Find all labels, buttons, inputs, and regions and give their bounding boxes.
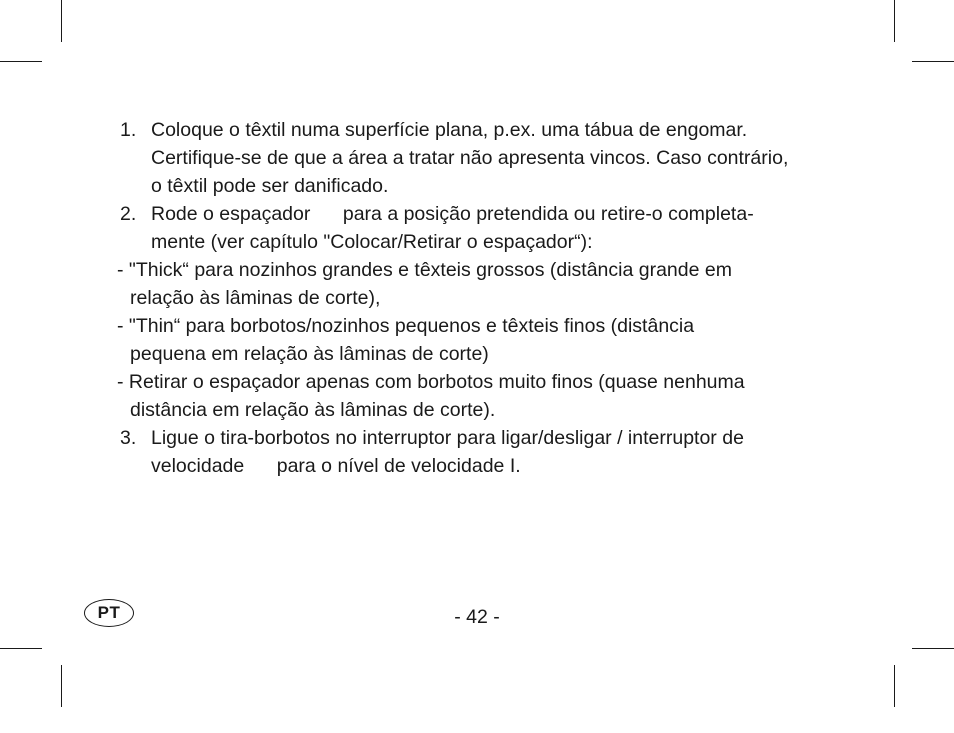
crop-mark xyxy=(0,61,42,62)
crop-mark xyxy=(61,0,62,42)
step-number: 1. xyxy=(120,119,137,141)
language-badge: PT xyxy=(84,599,134,627)
bullet-line: - "Thick“ para nozinhos grandes e têxteis grossos (distância grande em xyxy=(117,259,732,281)
page-number: - 42 - xyxy=(454,606,500,628)
bullet-line: pequena em relação às lâminas de corte) xyxy=(130,343,489,365)
step-number: 2. xyxy=(120,203,137,225)
crop-mark xyxy=(0,648,42,649)
bullet-line: distância em relação às lâminas de corte). xyxy=(130,399,496,421)
step-line: o têxtil pode ser danificado. xyxy=(151,175,389,197)
crop-mark xyxy=(912,648,954,649)
bullet-line: relação às lâminas de corte), xyxy=(130,287,381,309)
crop-mark xyxy=(61,665,62,707)
crop-mark xyxy=(894,0,895,42)
crop-mark xyxy=(894,665,895,707)
step-line: mente (ver capítulo "Colocar/Retirar o espaçador“): xyxy=(151,231,593,253)
step-line: Certifique-se de que a área a tratar não apresenta vincos. Caso contrário, xyxy=(151,147,789,169)
step-number: 3. xyxy=(120,427,137,449)
step-line: Rode o espaçador para a posição pretendida ou retire-o completa- xyxy=(151,203,754,225)
bullet-line: - "Thin“ para borbotos/nozinhos pequenos e têxteis finos (distância xyxy=(117,315,695,337)
crop-mark xyxy=(912,61,954,62)
step-line: velocidade para o nível de velocidade I. xyxy=(151,455,521,477)
bullet-line: - Retirar o espaçador apenas com borbotos muito finos (quase nenhuma xyxy=(117,371,745,393)
step-line: Coloque o têxtil numa superfície plana, p.ex. uma tábua de engomar. xyxy=(151,119,748,141)
step-line: Ligue o tira-borbotos no interruptor para ligar/desligar / interruptor de xyxy=(151,427,744,449)
